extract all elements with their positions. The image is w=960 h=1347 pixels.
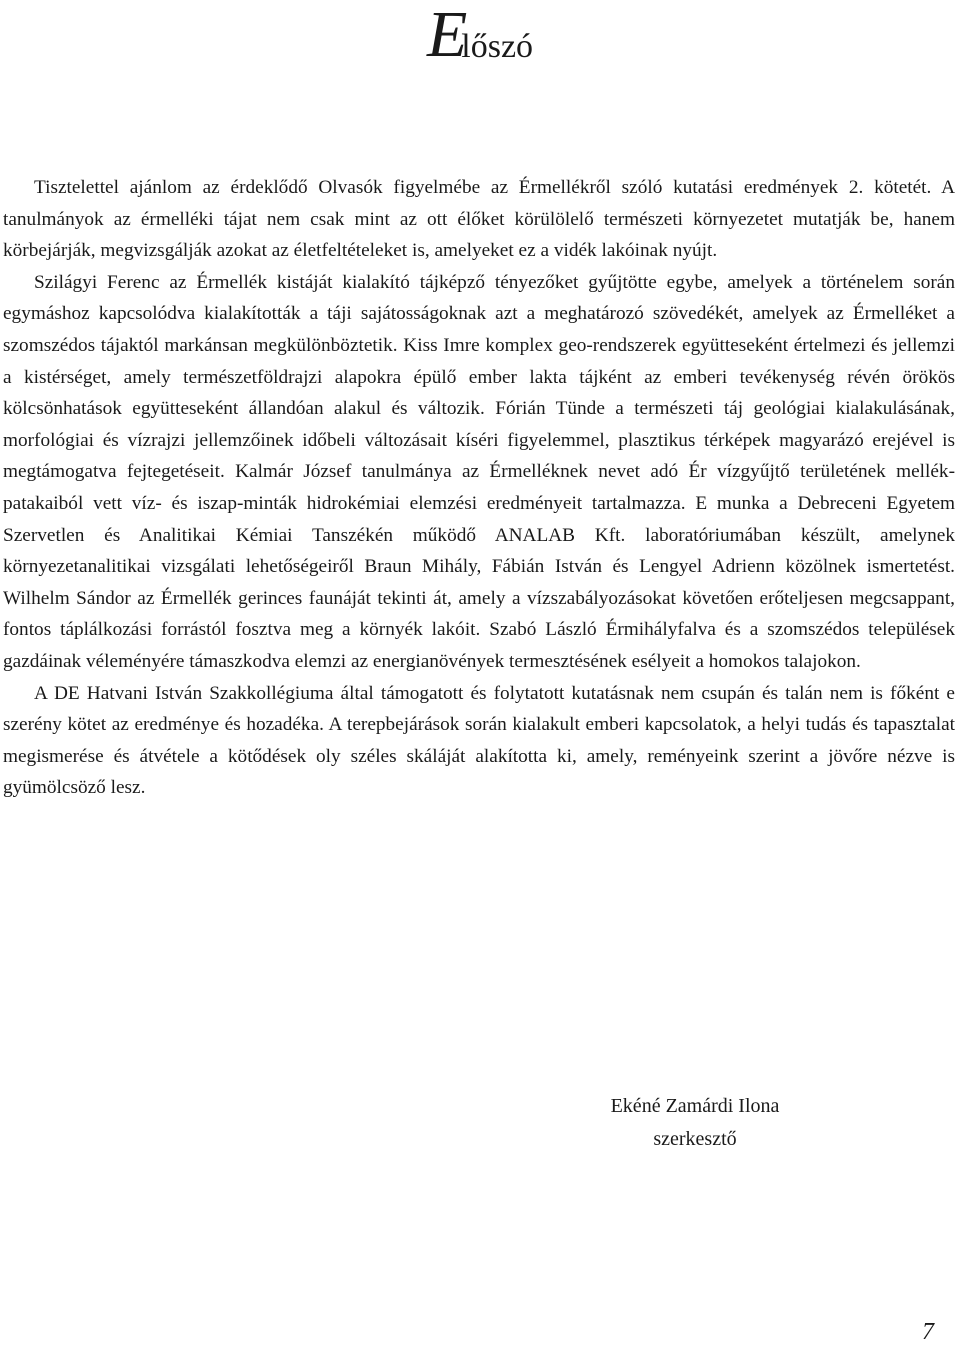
- signature-name: Ekéné Zamárdi Ilona: [610, 1095, 780, 1117]
- signature-role: szerkesztő: [653, 1128, 737, 1150]
- paragraph-intro: Tisztelettel ajánlom az érdeklődő Olvasók figyelmébe az Érmellékről szóló kutatási eredmények 2. kötetét. A tanulmányok az érmelléki tájat nem csak mint az ott élőket körülölelő természeti környezetet mutatják be, hanem körbejárják, megvizsgálják azokat az életfeltételeket is, amelyeket ez a vidék lakóinak nyújt.: [3, 177, 955, 262]
- body-text: [3, 172, 955, 804]
- page-number: 7: [922, 1319, 934, 1345]
- signature: [560, 1090, 830, 1156]
- title-rest: lőszó: [461, 28, 534, 65]
- paragraph-contents: Szilágyi Ferenc az Érmellék kistáját kialakító tájképző tényezőket gyűjtötte egybe, amelyek a történelem során egymáshoz kapcsolódva kialakították a táji sajátosságoknak azt a meghatározó szövedékét, amelyek az Érmelléket a szomszédos tájaktól markánsan megkülönböztetik. Kiss Imre komplex geo-rendszerek együtteseként értelmezi és jellemzi a kistérséget, amely természetföldrajzi alapokra épülő ember lakta tájként az emberi tevékenység révén örökös kölcsönhatások együtteseként állandóan alakul és változik. Fórián Tünde a természeti táj geológiai kialakulásának, morfológiai és vízrajzi jellemzőinek időbeli változásait kíséri figyelemmel, plasztikus térképek magyarázó erejével is megtámogatva fejtegetéseit. Kalmár József tanulmánya az Érmelléknek nevet adó Ér vízgyűjtő területének mellék-patakaiból vett víz- és iszap-minták hidrokémiai elemzési eredményeit tartalmazza. E munka a Debreceni Egyetem Szervetlen és Analitikai Kémiai Tanszékén működő ANALAB Kft. laboratóriumában készült, amelynek környezetanalitikai vizsgálati lehetőségeiről Braun Mihály, Fábián István és Lengyel Adrienn közölnek ismertetést. Wilhelm Sándor az Érmellék gerinces faunáját tekinti át, amely a vízszabályozásokat követően erőteljesen megcsappant, fontos táplálkozási forrástól fosztva meg a környék lakóit. Szabó László Érmihályfalva és a szomszédos települések gazdáinak véleményére támaszkodva elemzi az energianövények termesztésének esélyeit a homokos talajokon.: [3, 271, 955, 672]
- page-title: [0, 0, 960, 70]
- title-initial: E: [426, 0, 462, 71]
- paragraph-closing: A DE Hatvani István Szakkollégiuma által támogatott és folytatott kutatásnak nem csupán és talán nem is főként e szerény kötet az eredménye és hozadéka. A terepbejárások során kialakult emberi kapcsolatok, a helyi tudás és tapasztalat megismerése és átvétele a kötődések oly széles skáláját alakította ki, amely, reményeink szerint a jövőre nézve is gyümölcsöző lesz.: [3, 682, 955, 799]
